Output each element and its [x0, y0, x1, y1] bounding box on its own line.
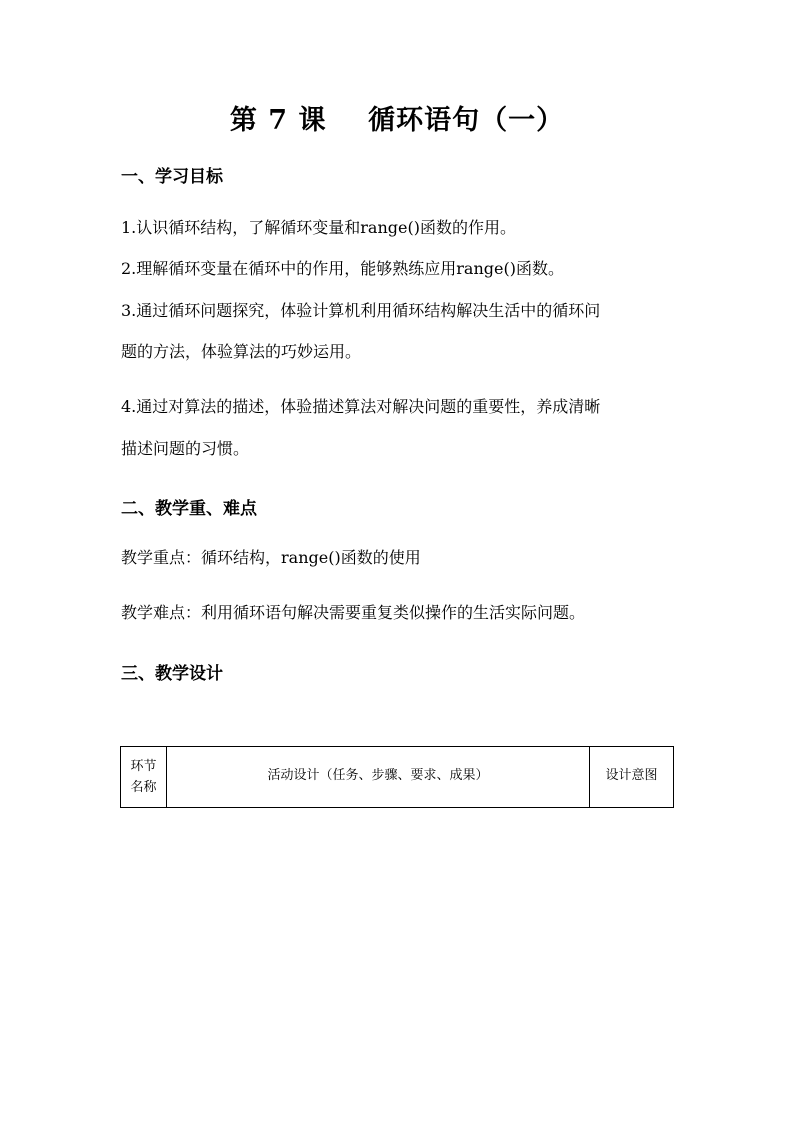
section-heading-objectives: 一、学习目标	[121, 167, 223, 187]
table-header-stage-name: 环节名称	[121, 747, 167, 807]
objective-line-1: 1.认识循环结构，了解循环变量和range()函数的作用。	[121, 218, 516, 237]
objective-line-2: 2.理解循环变量在循环中的作用，能够熟练应用range()函数。	[121, 259, 564, 278]
section-heading-key-points: 二、教学重、难点	[121, 499, 257, 519]
difficulty-line: 教学难点：利用循环语句解决需要重复类似操作的生活实际问题。	[121, 603, 586, 622]
table-header-activity-design: 活动设计（任务、步骤、要求、成果）	[167, 747, 590, 807]
objective-line-4: 4.通过对算法的描述，体验描述算法对解决问题的重要性，养成清晰	[121, 397, 601, 416]
objective-line-3: 3.通过循环问题探究，体验计算机利用循环结构解决生活中的循环问	[121, 301, 601, 320]
key-point-line: 教学重点：循环结构，range()函数的使用	[121, 548, 421, 567]
objective-line-4-cont: 描述问题的习惯。	[121, 439, 250, 458]
section-heading-design: 三、教学设计	[121, 664, 223, 684]
table-header-design-intent: 设计意图	[605, 768, 658, 783]
page-title: 第 7 课 循环语句（一）	[229, 105, 565, 136]
objective-line-3-cont: 题的方法，体验算法的巧妙运用。	[121, 342, 362, 361]
design-table	[120, 746, 674, 808]
